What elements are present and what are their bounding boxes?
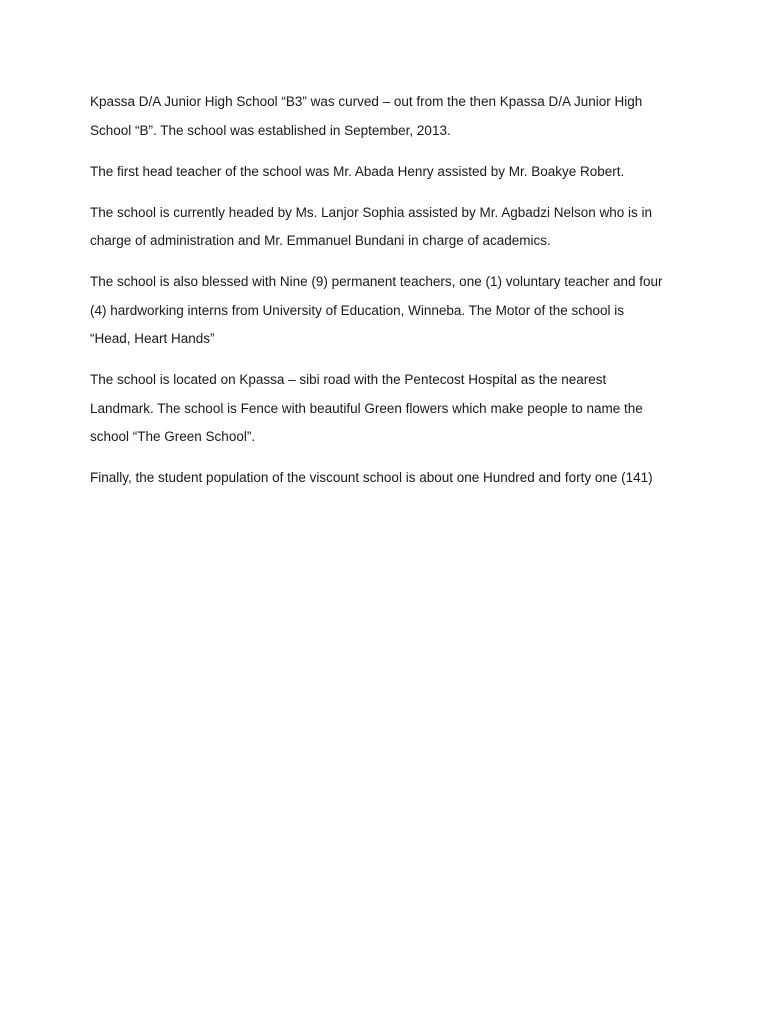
text-line: The school is located on Kpassa – sibi road with the Pentecost Hospital as the nearest [90,372,607,387]
text-line: School “B”. The school was established in September, 2013. [90,122,451,138]
paragraph-student-population [90,464,686,493]
text-line: The school is also blessed with Nine (9) permanent teachers, one (1) voluntary teacher and four [90,274,663,289]
text-line: “Head, Heart Hands” [90,331,215,346]
text-line: (4) hardworking interns from University of Education, Winneba. The Motor of the school is [90,302,624,318]
document-body [90,88,686,505]
paragraph-staff [90,268,686,354]
text-line: The school is currently headed by Ms. Lanjor Sophia assisted by Mr. Agbadzi Nelson who is in [90,204,653,220]
text-line: school “The Green School”. [90,429,256,444]
paragraph-school-origin [90,88,686,145]
paragraph-first-head-teacher [90,158,686,187]
paragraph-location [90,366,686,452]
text-line: charge of administration and Mr. Emmanuel Bundani in charge of academics. [90,233,551,248]
text-line: Landmark. The school is Fence with beautiful Green flowers which make people to name the [90,400,643,416]
text-line: Finally, the student population of the viscount school is about one Hundred and forty one (141) [90,470,653,485]
paragraph-current-leadership [90,199,686,256]
text-line: Kpassa D/A Junior High School “B3” was curved – out from the then Kpassa D/A Junior High [90,94,643,109]
text-line: The first head teacher of the school was Mr. Abada Henry assisted by Mr. Boakye Robert. [90,163,625,179]
